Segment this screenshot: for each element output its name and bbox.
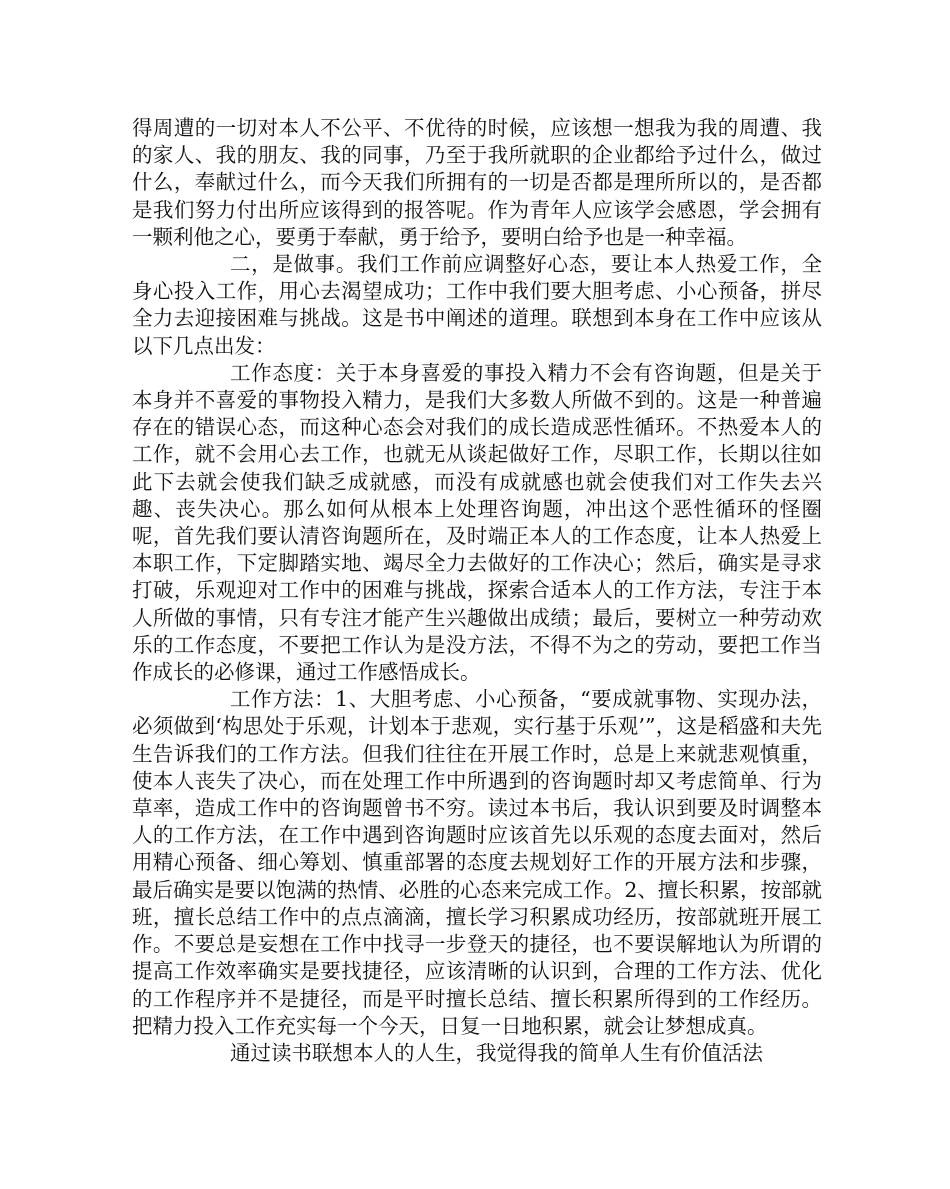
paragraph-doing-things: 二，是做事。我们工作前应调整好心态，要让本人热爱工作，全身心投入工作，用心去渴望成功；工作中我们要大胆考虑、小心预备，拼尽全力去迎接困难与挑战。这是书中阐述的道理。联想到本身在工作中应该从以下几点出发：: [132, 252, 822, 358]
paragraph-gratitude: 得周遭的一切对本人不公平、不优待的时候，应该想一想我为我的周遭、我的家人、我的朋友、我的同事，乃至于我所就职的企业都给予过什么，做过什么，奉献过什么，而今天我们所拥有的一切是否都是理所所以的，是否都是我们努力付出所应该得到的报答呢。作为青年人应该学会感恩，学会拥有一颗利他之心，要勇于奉献，勇于给予，要明白给予也是一种幸福。: [132, 116, 822, 249]
paragraph-work-attitude: 工作态度：关于本身喜爱的事投入精力不会有咨询题，但是关于本身并不喜爱的事物投入精力，是我们大多数人所做不到的。这是一种普遍存在的错误心态，而这种心态会对我们的成长造成恶性循环。不热爱本人的工作，就不会用心去工作，也就无从谈起做好工作，尽职工作，长期以往如此下去就会使我们缺乏成就感，而没有成就感也就会使我们对工作失去兴趣、丧失决心。那么如何从根本上处理咨询题，冲出这个恶性循环的怪圈呢，首先我们要认清咨询题所在，及时端正本人的工作态度，让本人热爱上本职工作，下定脚踏实地、竭尽全力去做好的工作决心；然后，确实是寻求打破，乐观迎对工作中的困难与挑战，探索合适本人的工作方法，专注于本人所做的事情，只有专注才能产生兴趣做出成绩；最后，要树立一种劳动欢乐的工作态度，不要把工作认为是没方法，不得不为之的劳动，要把工作当作成长的必修课，通过工作感悟成长。: [132, 360, 822, 685]
paragraph-life-reflection: 通过读书联想本人的人生，我觉得我的简单人生有价值活法: [230, 1040, 763, 1065]
body-text: [132, 115, 822, 1067]
paragraph-work-method: 工作方法：1、大胆考虑、小心预备，“要成就事物、实现办法，必须做到‘构思处于乐观，计划本于悲观，实行基于乐观’”，这是稻盛和夫先生告诉我们的工作方法。但我们往往在开展工作时，总是上来就悲观慎重，使本人丧失了决心，而在处理工作中所遇到的咨询题时却又考虑简单、行为草率，造成工作中的咨询题曾书不穷。读过本书后，我认识到要及时调整本人的工作方法，在工作中遇到咨询题时应该首先以乐观的态度去面对，然后用精心预备、细心筹划、慎重部署的态度去规划好工作的开展方法和步骤，最后确实是要以饱满的热情、必胜的心态来完成工作。2、擅长积累，按部就班，擅长总结工作中的点点滴滴，擅长学习积累成功经历，按部就班开展工作。不要总是妄想在工作中找寻一步登天的捷径，也不要误解地认为所谓的提高工作效率确实是要找捷径，应该清晰的认识到，合理的工作方法、优化的工作程序并不是捷径，而是平时擅长总结、擅长积累所得到的工作经历。把精力投入工作充实每一个今天，日复一日地积累，就会让梦想成真。: [132, 687, 822, 1038]
